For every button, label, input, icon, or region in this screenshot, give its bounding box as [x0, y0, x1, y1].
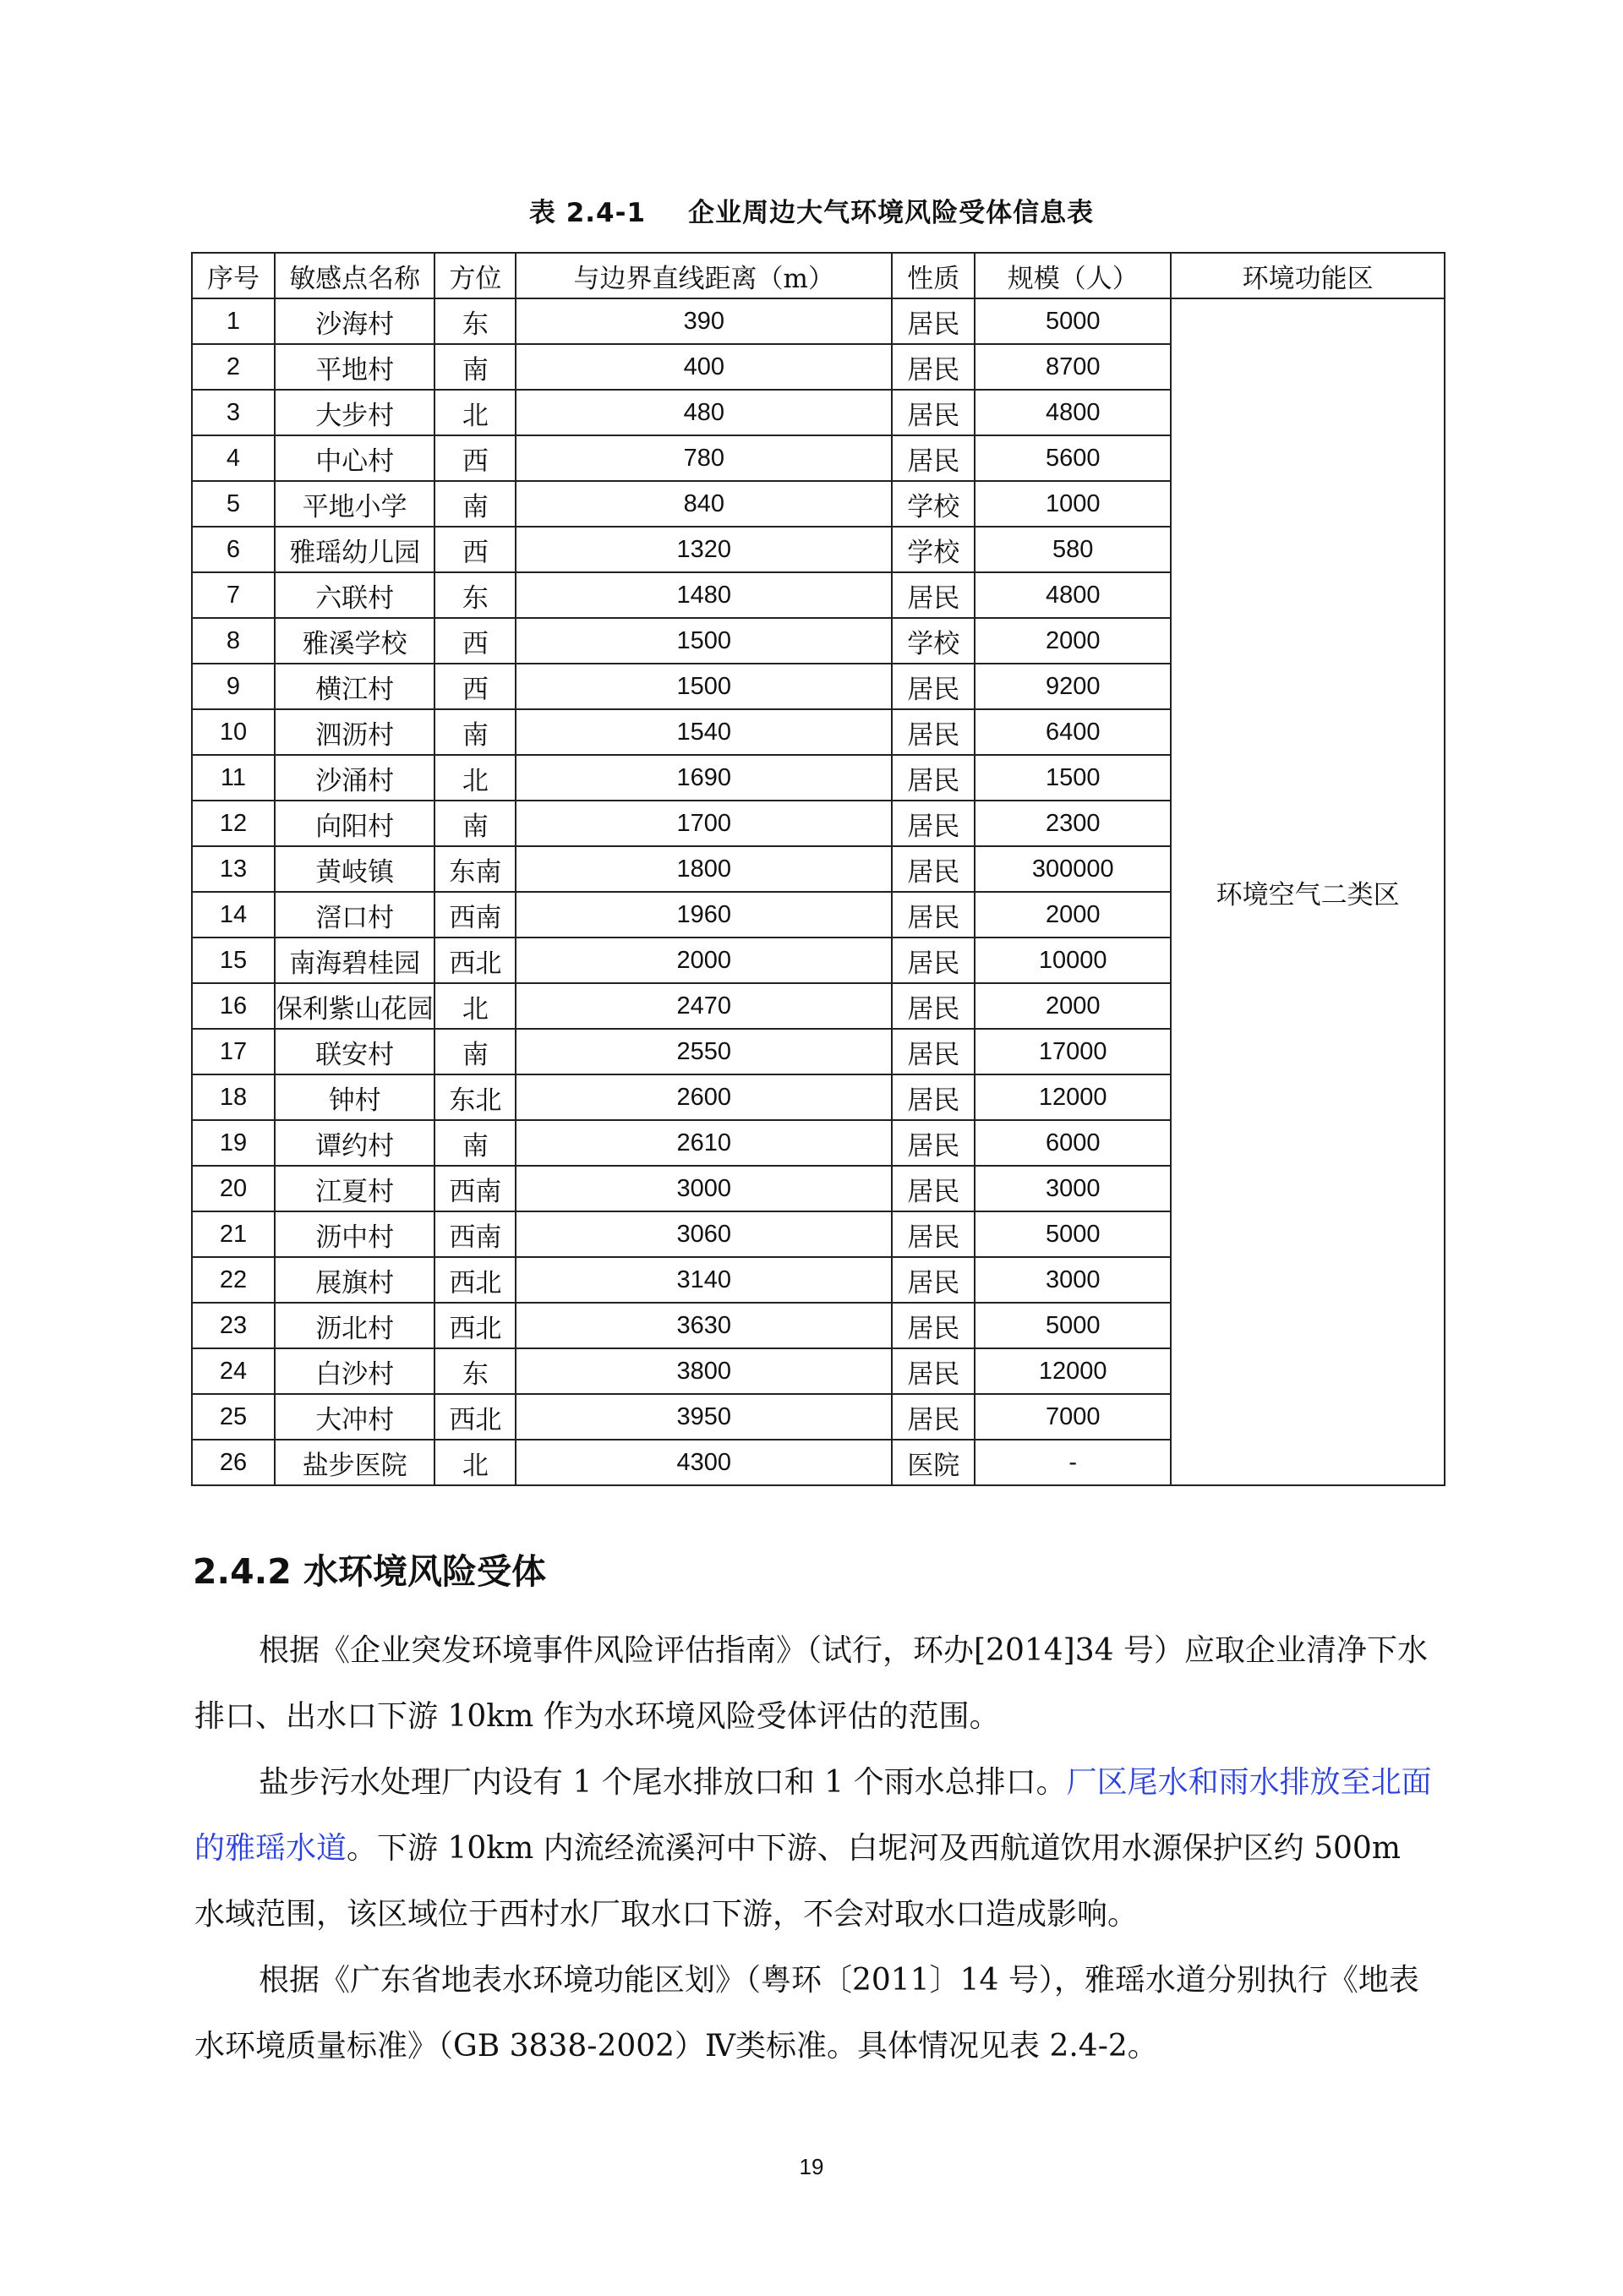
cell-distance: 3800: [516, 1348, 892, 1394]
cell-distance: 390: [516, 298, 892, 344]
cell-index: 18: [192, 1074, 275, 1120]
cell-population: 4800: [975, 572, 1171, 618]
cell-direction: 南: [434, 481, 516, 527]
cell-site-name: 谭约村: [275, 1120, 435, 1166]
cell-population: 1500: [975, 755, 1171, 801]
cell-type: 居民: [892, 1029, 975, 1074]
cell-distance: 3630: [516, 1303, 892, 1348]
cell-population: 2000: [975, 983, 1171, 1029]
cell-distance: 3000: [516, 1166, 892, 1211]
cell-distance: 4300: [516, 1440, 892, 1485]
cell-type: 居民: [892, 1303, 975, 1348]
cell-population: 6000: [975, 1120, 1171, 1166]
header-cell: 与边界直线距离（m）: [516, 253, 892, 298]
cell-index: 7: [192, 572, 275, 618]
cell-direction: 南: [434, 344, 516, 390]
cell-direction: 南: [434, 801, 516, 846]
cell-population: 10000: [975, 938, 1171, 983]
cell-direction: 西北: [434, 1394, 516, 1440]
cell-direction: 南: [434, 1029, 516, 1074]
cell-index: 24: [192, 1348, 275, 1394]
paragraph-outfalls-lead: 盐步污水处理厂内设有 1 个尾水排放口和 1 个雨水总排口。: [259, 1765, 1067, 1800]
cell-population: 12000: [975, 1074, 1171, 1120]
cell-site-name: 雅瑶幼儿园: [275, 527, 435, 572]
cell-site-name: 横江村: [275, 664, 435, 709]
cell-population: 8700: [975, 344, 1171, 390]
cell-direction: 西北: [434, 938, 516, 983]
header-cell: 规模（人）: [975, 253, 1171, 298]
cell-population: 1000: [975, 481, 1171, 527]
cell-distance: 1500: [516, 664, 892, 709]
cell-direction: 东北: [434, 1074, 516, 1120]
section-heading: 2.4.2 水环境风险受体: [193, 1551, 547, 1592]
cell-direction: 南: [434, 709, 516, 755]
cell-population: 300000: [975, 846, 1171, 892]
cell-population: 5000: [975, 1303, 1171, 1348]
cell-type: 居民: [892, 1166, 975, 1211]
cell-direction: 北: [434, 390, 516, 435]
cell-type: 居民: [892, 1394, 975, 1440]
cell-type: 居民: [892, 572, 975, 618]
cell-index: 10: [192, 709, 275, 755]
cell-index: 8: [192, 618, 275, 664]
cell-index: 11: [192, 755, 275, 801]
paragraph-outfalls: [194, 1750, 1432, 1948]
cell-direction: 北: [434, 983, 516, 1029]
cell-site-name: 平地村: [275, 344, 435, 390]
cell-distance: 480: [516, 390, 892, 435]
cell-distance: 1320: [516, 527, 892, 572]
cell-type: 居民: [892, 390, 975, 435]
cell-index: 1: [192, 298, 275, 344]
cell-distance: 2610: [516, 1120, 892, 1166]
cell-function-zone: 环境空气二类区: [1171, 298, 1445, 1485]
cell-index: 25: [192, 1394, 275, 1440]
cell-distance: 1500: [516, 618, 892, 664]
cell-distance: 3140: [516, 1257, 892, 1303]
cell-population: 17000: [975, 1029, 1171, 1074]
cell-type: 医院: [892, 1440, 975, 1485]
cell-index: 23: [192, 1303, 275, 1348]
cell-site-name: 向阳村: [275, 801, 435, 846]
cell-index: 6: [192, 527, 275, 572]
paragraph-scope: 根据《企业突发环境事件风险评估指南》（试行，环办[2014]34 号）应取企业清净下水排口、出水口下游 10km 作为水环境风险受体评估的范围。: [194, 1633, 1428, 1734]
cell-direction: 西: [434, 435, 516, 481]
cell-site-name: 大步村: [275, 390, 435, 435]
cell-site-name: 沙海村: [275, 298, 435, 344]
cell-direction: 西: [434, 618, 516, 664]
cell-site-name: 平地小学: [275, 481, 435, 527]
table-header-row: [192, 253, 1445, 298]
cell-population: 2000: [975, 892, 1171, 938]
cell-site-name: 中心村: [275, 435, 435, 481]
page-number: 19: [799, 2154, 824, 2179]
cell-index: 14: [192, 892, 275, 938]
header-cell: 方位: [434, 253, 516, 298]
cell-type: 居民: [892, 344, 975, 390]
cell-site-name: 沥中村: [275, 1211, 435, 1257]
cell-distance: 2000: [516, 938, 892, 983]
cell-direction: 北: [434, 1440, 516, 1485]
cell-type: 居民: [892, 938, 975, 983]
risk-receptor-table: [191, 252, 1445, 1486]
cell-distance: 1540: [516, 709, 892, 755]
cell-distance: 400: [516, 344, 892, 390]
cell-direction: 西北: [434, 1303, 516, 1348]
table-caption-title: 企业周边大气环境风险受体信息表: [688, 198, 1095, 228]
cell-index: 17: [192, 1029, 275, 1074]
cell-type: 居民: [892, 755, 975, 801]
cell-site-name: 白沙村: [275, 1348, 435, 1394]
cell-population: 4800: [975, 390, 1171, 435]
cell-site-name: 沙涌村: [275, 755, 435, 801]
cell-population: 12000: [975, 1348, 1171, 1394]
cell-site-name: 南海碧桂园: [275, 938, 435, 983]
cell-site-name: 黄岐镇: [275, 846, 435, 892]
cell-site-name: 雅溪学校: [275, 618, 435, 664]
cell-type: 居民: [892, 1120, 975, 1166]
header-cell: 序号: [192, 253, 275, 298]
cell-distance: 1700: [516, 801, 892, 846]
cell-index: 13: [192, 846, 275, 892]
cell-site-name: 保利紫山花园: [275, 983, 435, 1029]
cell-type: 居民: [892, 1257, 975, 1303]
header-cell: 敏感点名称: [275, 253, 435, 298]
cell-site-name: 泗沥村: [275, 709, 435, 755]
paragraph-standards: 根据《广东省地表水环境功能区划》（粤环〔2011〕14 号），雅瑶水道分别执行《地表水环境质量标准》（GB 3838-2002）Ⅳ类标准。具体情况见表 2.4-2。: [194, 1963, 1419, 2064]
cell-type: 居民: [892, 1211, 975, 1257]
cell-index: 26: [192, 1440, 275, 1485]
cell-population: 5000: [975, 1211, 1171, 1257]
cell-site-name: 盐步医院: [275, 1440, 435, 1485]
cell-type: 居民: [892, 435, 975, 481]
cell-index: 2: [192, 344, 275, 390]
cell-population: 2000: [975, 618, 1171, 664]
cell-index: 16: [192, 983, 275, 1029]
cell-distance: 1480: [516, 572, 892, 618]
cell-index: 21: [192, 1211, 275, 1257]
cell-distance: 3060: [516, 1211, 892, 1257]
cell-site-name: 大冲村: [275, 1394, 435, 1440]
cell-site-name: 沥北村: [275, 1303, 435, 1348]
cell-index: 5: [192, 481, 275, 527]
cell-site-name: 钟村: [275, 1074, 435, 1120]
table-row: [192, 298, 1445, 344]
cell-population: 3000: [975, 1166, 1171, 1211]
cell-type: 居民: [892, 801, 975, 846]
cell-population: 580: [975, 527, 1171, 572]
table-caption-number: 表 2.4-1: [528, 198, 647, 228]
cell-type: 居民: [892, 892, 975, 938]
cell-site-name: 江夏村: [275, 1166, 435, 1211]
cell-population: 3000: [975, 1257, 1171, 1303]
paragraph-outfalls-rest: 。下游 10km 内流经流溪河中下游、白坭河及西航道饮用水源保护区约 500m 水域范围，该区域位于西村水厂取水口下游，不会对取水口造成影响。: [194, 1831, 1401, 1932]
cell-type: 居民: [892, 1348, 975, 1394]
cell-site-name: 滘口村: [275, 892, 435, 938]
cell-type: 居民: [892, 664, 975, 709]
cell-index: 9: [192, 664, 275, 709]
cell-population: 2300: [975, 801, 1171, 846]
cell-direction: 东: [434, 572, 516, 618]
cell-direction: 东: [434, 298, 516, 344]
cell-direction: 西北: [434, 1257, 516, 1303]
cell-direction: 北: [434, 755, 516, 801]
cell-distance: 780: [516, 435, 892, 481]
cell-distance: 1960: [516, 892, 892, 938]
cell-type: 学校: [892, 527, 975, 572]
cell-distance: 1800: [516, 846, 892, 892]
cell-direction: 西南: [434, 1211, 516, 1257]
cell-index: 19: [192, 1120, 275, 1166]
header-cell: 环境功能区: [1171, 253, 1445, 298]
cell-distance: 2600: [516, 1074, 892, 1120]
cell-distance: 1690: [516, 755, 892, 801]
cell-type: 学校: [892, 481, 975, 527]
cell-site-name: 展旗村: [275, 1257, 435, 1303]
cell-type: 居民: [892, 709, 975, 755]
cell-type: 学校: [892, 618, 975, 664]
cell-type: 居民: [892, 983, 975, 1029]
cell-direction: 南: [434, 1120, 516, 1166]
cell-direction: 西南: [434, 892, 516, 938]
cell-population: 9200: [975, 664, 1171, 709]
cell-direction: 东: [434, 1348, 516, 1394]
cell-site-name: 联安村: [275, 1029, 435, 1074]
cell-distance: 2470: [516, 983, 892, 1029]
cell-type: 居民: [892, 1074, 975, 1120]
cell-population: 5000: [975, 298, 1171, 344]
cell-distance: 2550: [516, 1029, 892, 1074]
cell-direction: 西南: [434, 1166, 516, 1211]
cell-index: 12: [192, 801, 275, 846]
cell-direction: 西: [434, 527, 516, 572]
cell-type: 居民: [892, 298, 975, 344]
cell-index: 4: [192, 435, 275, 481]
cell-type: 居民: [892, 846, 975, 892]
cell-distance: 3950: [516, 1394, 892, 1440]
cell-direction: 东南: [434, 846, 516, 892]
cell-distance: 840: [516, 481, 892, 527]
cell-direction: 西: [434, 664, 516, 709]
header-cell: 性质: [892, 253, 975, 298]
cell-index: 22: [192, 1257, 275, 1303]
cell-population: 7000: [975, 1394, 1171, 1440]
cell-population: 6400: [975, 709, 1171, 755]
cell-site-name: 六联村: [275, 572, 435, 618]
cell-population: 5600: [975, 435, 1171, 481]
table-caption: [0, 191, 1623, 229]
discharge-route-link[interactable]: 厂区尾水和雨水排放至北面的雅瑶水道: [194, 1765, 1432, 1866]
cell-index: 15: [192, 938, 275, 983]
cell-index: 20: [192, 1166, 275, 1211]
cell-population: -: [975, 1440, 1171, 1485]
cell-index: 3: [192, 390, 275, 435]
